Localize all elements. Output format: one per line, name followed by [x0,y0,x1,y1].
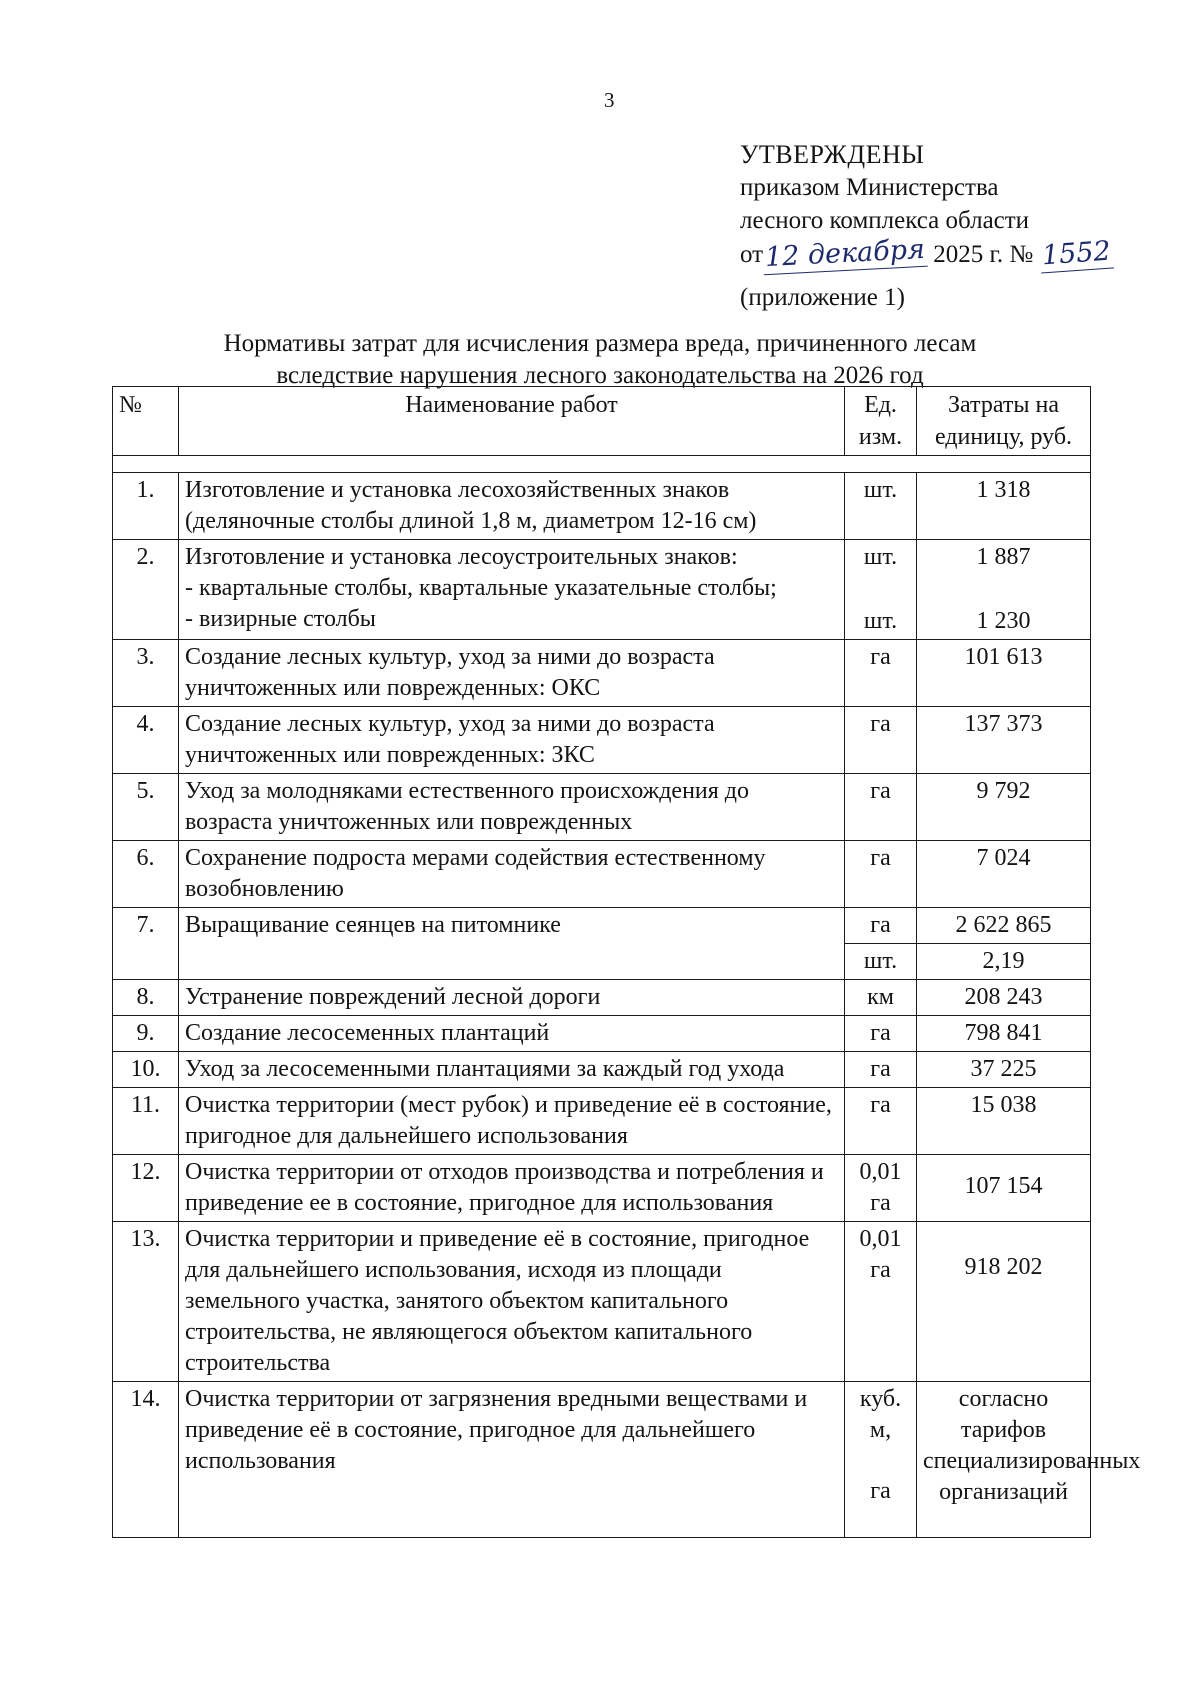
row-cost-line: 1 887 [976,544,1031,570]
handwritten-order-date: 12 декабря [762,233,927,276]
handwritten-order-number: 1552 [1038,235,1113,274]
row-name-line: Изготовление и установка лесоустроительных знаков: [185,544,738,570]
row-number: 12. [113,1155,179,1222]
row-cost: 37 225 [917,1052,1091,1088]
row-unit-line: шт. [863,544,898,570]
row-name-line: - визирные столбы [185,606,376,632]
approval-line-ministry: приказом Министерства [740,174,999,201]
row-number: 7. [113,908,179,980]
row-name: Очистка территории (мест рубок) и приведение её в состояние, пригодное для дальнейшего использования [179,1088,845,1155]
row-number: 8. [113,980,179,1016]
table-row [113,640,1091,707]
row-unit: 0,01 га [845,1155,917,1222]
row-number: 14. [113,1382,179,1538]
row-cost: 107 154 [917,1155,1091,1222]
table-body [113,473,1141,1538]
row-number: 2. [113,540,179,640]
approval-line-department: лесного комплекса области [740,207,1030,234]
header-name: Наименование работ [179,387,845,456]
table-row [113,774,1091,841]
row-number: 1. [113,473,179,540]
row-cost: 7 024 [917,841,1091,908]
table-header-row [113,387,1091,456]
table-row [113,473,1091,540]
row-unit-line: шт. [863,608,898,634]
row-unit [845,1382,917,1538]
approval-title: УТВЕРЖДЕНЫ [740,140,925,169]
row-name: Уход за молодняками естественного происхождения до возраста уничтоженных или поврежденных [179,774,845,841]
row-number: 13. [113,1222,179,1382]
row-unit-line: куб. м, [859,1386,902,1443]
row-name: Изготовление и установка лесохозяйственных знаков (деляночные столбы длиной 1,8 м, диаметром 12-16 см) [179,473,845,540]
row-unit: км [845,980,917,1016]
row-cost: согласно тарифов специализированных организаций [917,1382,1091,1538]
row-number: 10. [113,1052,179,1088]
appendix-label: (приложение 1) [740,284,905,311]
document-title-line-2: вследствие нарушения лесного законодательства на 2026 год [276,362,924,389]
row-unit: га [845,1052,917,1088]
row-cost: 798 841 [917,1016,1091,1052]
header-unit: Ед. изм. [845,387,917,456]
header-num: № [113,387,179,456]
row-cost [917,540,1091,640]
row-cost: 137 373 [917,707,1091,774]
row-unit: шт. [845,944,917,980]
row-name: Сохранение подроста мерами содействия естественному возобновлению [179,841,845,908]
row-unit: га [845,1016,917,1052]
document-title [150,328,1050,392]
order-prefix: от [740,241,764,268]
approval-stamp-block [740,138,1112,314]
header-cost: Затраты на единицу, руб. [917,387,1091,456]
row-name [179,540,845,640]
row-unit: га [845,774,917,841]
row-unit: га [845,640,917,707]
row-unit: га [845,908,917,944]
row-cost: 1 318 [917,473,1091,540]
row-number: 9. [113,1016,179,1052]
table-row [113,1016,1091,1052]
row-name: Очистка территории от загрязнения вредными веществами и приведение её в состояние, пригодное для дальнейшего использования [179,1382,845,1538]
row-number: 5. [113,774,179,841]
table-row [113,540,1091,640]
row-name: Устранение повреждений лесной дороги [179,980,845,1016]
table-row [113,1155,1091,1222]
row-name: Создание лесных культур, уход за ними до возраста уничтоженных или поврежденных: ОКС [179,640,845,707]
row-name-line: - квартальные столбы, квартальные указательные столбы; [185,575,777,601]
row-name: Создание лесных культур, уход за ними до возраста уничтоженных или поврежденных: ЗКС [179,707,845,774]
row-name: Очистка территории от отходов производства и потребления и приведение ее в состояние, пригодное для использования [179,1155,845,1222]
row-unit: га [845,1088,917,1155]
order-year: 2025 г. № [933,241,1034,268]
table-row [113,1222,1091,1382]
header-spacer [113,456,1091,473]
row-unit: га [845,707,917,774]
row-number: 3. [113,640,179,707]
approval-order-line [740,233,1112,274]
table-row [113,1382,1091,1538]
row-cost: 101 613 [917,640,1091,707]
row-unit-line: га [870,1478,891,1504]
table-row [113,908,1091,944]
table-row [113,707,1091,774]
row-cost: 15 038 [917,1088,1091,1155]
norms-table [112,386,1141,1538]
row-unit [845,540,917,640]
row-cost: 208 243 [917,980,1091,1016]
row-number: 11. [113,1088,179,1155]
table-row [113,980,1091,1016]
row-cost: 2 622 865 [917,908,1091,944]
row-number: 4. [113,707,179,774]
row-name: Создание лесосеменных плантаций [179,1016,845,1052]
table-row [113,841,1091,908]
row-cost: 9 792 [917,774,1091,841]
row-name: Уход за лесосеменными плантациями за каждый год ухода [179,1052,845,1088]
row-number: 6. [113,841,179,908]
document-title-line-1: Нормативы затрат для исчисления размера вреда, причиненного лесам [223,330,977,357]
table-row [113,1088,1091,1155]
row-name: Выращивание сеянцев на питомнике [179,908,845,980]
row-unit: шт. [845,473,917,540]
row-cost: 2,19 [917,944,1091,980]
row-cost-line: 1 230 [976,608,1031,634]
row-cost: 918 202 [917,1222,1091,1382]
row-name: Очистка территории и приведение её в состояние, пригодное для дальнейшего использования, исходя из площади земельного участка, занятого объектом капитального строительства, не являющегося объектом капитального строительства [179,1222,845,1382]
table-row [113,1052,1091,1088]
row-unit: 0,01 га [845,1222,917,1382]
page-number: 3 [604,88,615,112]
row-unit: га [845,841,917,908]
